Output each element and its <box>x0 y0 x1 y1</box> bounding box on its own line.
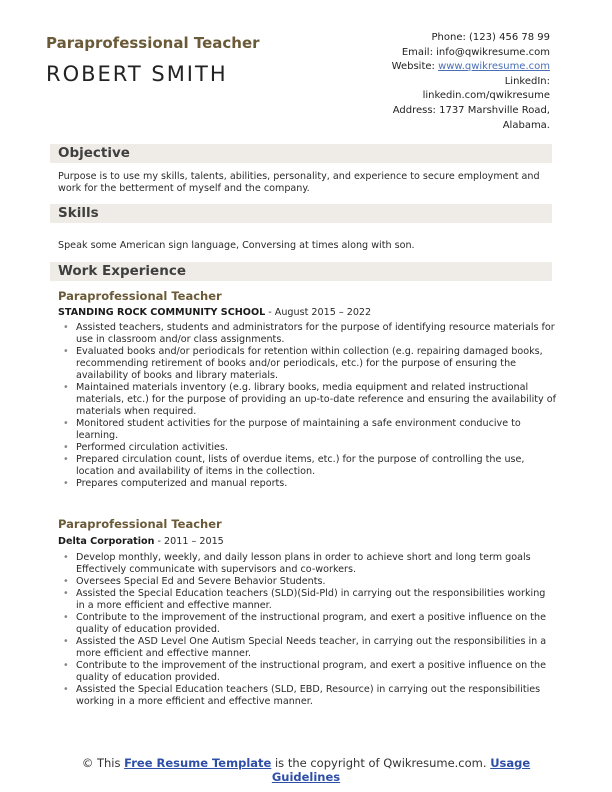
skills-text: Speak some American sign language, Conversing at times along with son. <box>58 240 415 251</box>
job-1-employer-line <box>58 307 371 318</box>
contact-linkedin-label: LinkedIn: <box>504 75 550 87</box>
footer-middle: is the copyright of Qwikresume.com. <box>271 756 491 770</box>
job-1-bullets <box>58 322 556 490</box>
usage-guidelines-link[interactable]: Usage Guidelines <box>271 756 531 784</box>
work-experience-heading: Work Experience <box>50 262 552 281</box>
list-item: • Assisted the Special Education teachers (SLD, EBD, Resource) in carrying out the responsibilities working in a more efficient and effective manner. <box>58 684 556 708</box>
list-item: • Assisted the Special Education teachers (SLD)(Sid-Pld) in carrying out the responsibilities working in a more efficient and effective manner. <box>58 588 556 612</box>
list-item: • Assisted teachers, students and administrators for the purpose of identifying resource materials for use in classroom and/or class assignments. <box>58 322 556 346</box>
list-item: • Contribute to the improvement of the instructional program, and exert a positive influence on the quality of education provided. <box>58 612 556 636</box>
list-item: • Contribute to the improvement of the instructional program, and exert a positive influence on the quality of education provided. <box>58 660 556 684</box>
list-item: • Prepares computerized and manual reports. <box>58 478 556 490</box>
contact-phone: Phone: (123) 456 78 99 <box>431 32 550 43</box>
contact-block <box>320 31 550 133</box>
list-item: • Performed circulation activities. <box>58 442 556 454</box>
list-item: • Evaluated books and/or periodicals for retention within collection (e.g. repairing damaged books, recommending retirement of books and/or periodicals, etc.) for the purpose of ensuring the availability of books and library materials. <box>58 346 556 382</box>
job-1-dates: - August 2015 – 2022 <box>265 307 372 318</box>
list-item: • Oversees Special Ed and Severe Behavior Students. <box>58 576 556 588</box>
list-item: • Assisted the ASD Level One Autism Special Needs teacher, in carrying out the responsibilities in a more efficient and effective manner. <box>58 636 556 660</box>
website-label: Website: <box>391 61 439 73</box>
list-item: • Maintained materials inventory (e.g. library books, media equipment and related instructional materials, etc.) for the purpose of providing an up-to-date reference and ensuring the availability of materials when required. <box>58 382 556 418</box>
candidate-name: ROBERT SMITH <box>46 62 228 86</box>
contact-email: Email: info@qwikresume.com <box>401 46 550 58</box>
list-item: • Develop monthly, weekly, and daily lesson plans in order to achieve short and long term goals Effectively communicate with supervisors and co-workers. <box>58 552 556 576</box>
website-link[interactable]: www.qwikresume.com <box>438 61 550 73</box>
job-1-title: Paraprofessional Teacher <box>58 289 222 303</box>
footer <box>60 756 552 784</box>
list-item: • Prepared circulation count, lists of overdue items, etc.) for the purpose of controlling the use, location and availability of items in the collection. <box>58 454 556 478</box>
header-job-title: Paraprofessional Teacher <box>46 34 260 52</box>
job-2-bullets <box>58 552 556 708</box>
job-2-title: Paraprofessional Teacher <box>58 517 222 531</box>
free-resume-template-link[interactable]: Free Resume Template <box>124 756 272 770</box>
contact-address-line2: Alabama. <box>502 119 550 131</box>
contact-address-line1: Address: 1737 Marshville Road, <box>392 104 550 116</box>
job-1-employer: STANDING ROCK COMMUNITY SCHOOL <box>58 307 266 318</box>
job-2-dates: - 2011 – 2015 <box>154 536 224 547</box>
job-2-employer-line <box>58 536 224 547</box>
objective-text: Purpose is to use my skills, talents, abilities, personality, and experience to secure employment and work for the betterment of myself and the company. <box>58 171 540 194</box>
objective-heading: Objective <box>50 144 552 163</box>
contact-linkedin-value: linkedin.com/qwikresume <box>422 90 550 102</box>
skills-heading: Skills <box>50 204 552 223</box>
footer-prefix: © This <box>81 756 125 770</box>
contact-website <box>320 60 550 75</box>
job-2-employer: Delta Corporation <box>58 536 155 547</box>
list-item: • Monitored student activities for the purpose of maintaining a safe environment conducive to learning. <box>58 418 556 442</box>
